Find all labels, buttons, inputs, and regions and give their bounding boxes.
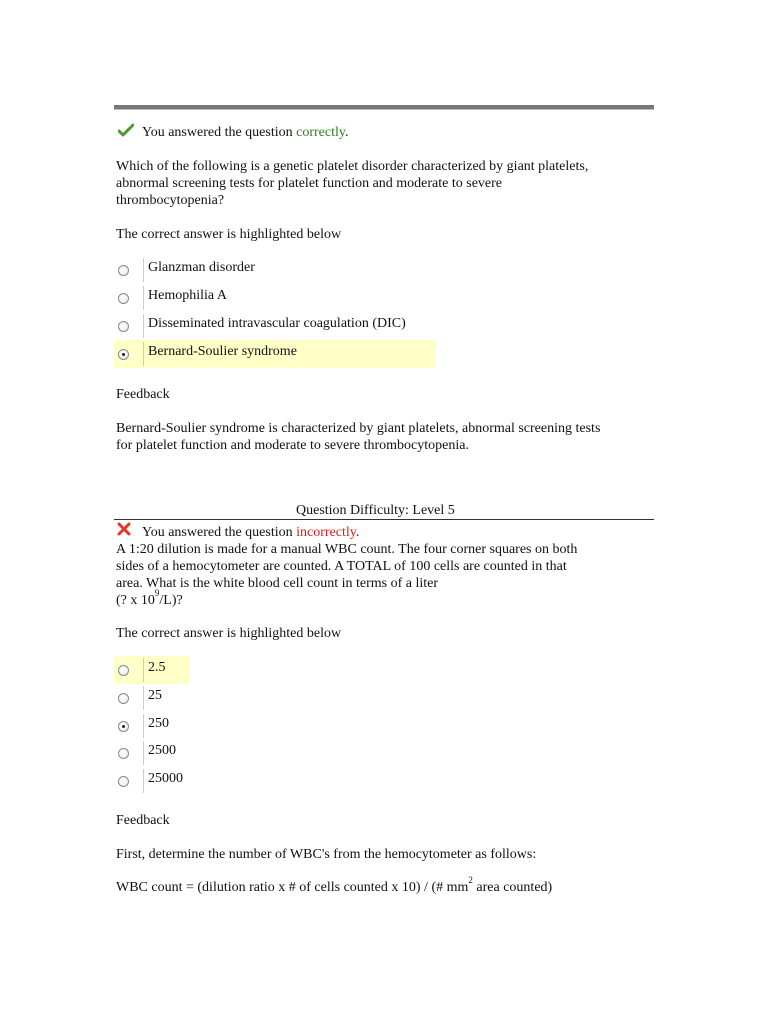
radio-button[interactable] bbox=[118, 693, 129, 704]
radio-button[interactable] bbox=[118, 265, 129, 276]
radio-button-selected[interactable] bbox=[118, 349, 129, 360]
q2-status-word: incorrectly bbox=[296, 525, 356, 540]
option-divider bbox=[143, 686, 144, 710]
q2-question-line-4: (? x $10^9/L$)? bbox=[116, 588, 183, 608]
q1-status: You answered the question correctly. bbox=[142, 125, 349, 140]
q1-question-line-3: thrombocytopenia? bbox=[116, 193, 225, 208]
option-divider bbox=[143, 741, 144, 765]
top-rule bbox=[114, 105, 654, 110]
q1-option-label: Glanzman disorder bbox=[148, 260, 255, 275]
q1-option-label: Bernard-Soulier syndrome bbox=[148, 344, 297, 359]
q2-option-3[interactable] bbox=[114, 739, 190, 767]
q2-option-label: 2.5 bbox=[148, 660, 166, 675]
q1-option-label: Hemophilia A bbox=[148, 288, 227, 303]
q1-feedback-label: Feedback bbox=[116, 387, 170, 402]
q2-option-2[interactable] bbox=[114, 712, 190, 740]
radio-button[interactable] bbox=[118, 321, 129, 332]
q1-option-3-highlighted[interactable] bbox=[114, 340, 436, 368]
radio-button[interactable] bbox=[118, 748, 129, 759]
q2-feedback-line-1: First, determine the number of WBC's from the hemocytometer as follows: bbox=[116, 847, 537, 862]
q1-question-line-1: Which of the following is a genetic platelet disorder characterized by giant platelets, bbox=[116, 159, 589, 174]
q2-status: You answered the question incorrectly. bbox=[142, 525, 360, 540]
radio-button-selected[interactable] bbox=[118, 721, 129, 732]
q2-correct-note: The correct answer is highlighted below bbox=[116, 626, 342, 641]
q2-option-label: 2500 bbox=[148, 743, 176, 758]
q1-status-word: correctly bbox=[296, 125, 345, 140]
option-divider bbox=[143, 258, 144, 282]
radio-button[interactable] bbox=[118, 293, 129, 304]
q1-feedback-line-1: Bernard-Soulier syndrome is characterized by giant platelets, abnormal screening tests bbox=[116, 421, 601, 436]
q2-question-line-1: A 1:20 dilution is made for a manual WBC count. The four corner squares on both bbox=[116, 542, 578, 557]
q2-difficulty: Question Difficulty: Level 5 bbox=[296, 503, 455, 518]
option-divider bbox=[143, 658, 144, 682]
q1-correct-note: The correct answer is highlighted below bbox=[116, 227, 342, 242]
q1-option-2[interactable] bbox=[114, 312, 436, 340]
q2-feedback-label: Feedback bbox=[116, 813, 170, 828]
radio-button[interactable] bbox=[118, 776, 129, 787]
q1-feedback-line-2: for platelet function and moderate to severe thrombocytopenia. bbox=[116, 438, 469, 453]
q1-option-label: Disseminated intravascular coagulation (DIC) bbox=[148, 316, 406, 331]
q2-option-1[interactable] bbox=[114, 684, 190, 712]
option-divider bbox=[143, 286, 144, 310]
q2-formula: WBC count = (dilution ratio x # of cells counted x 10) / (# $mm^2$ area counted) bbox=[116, 875, 553, 895]
q1-option-1[interactable] bbox=[114, 284, 436, 312]
radio-button[interactable] bbox=[118, 665, 129, 676]
option-divider bbox=[143, 342, 144, 366]
q2-option-0-highlighted[interactable] bbox=[114, 656, 190, 684]
q2-divider bbox=[114, 519, 654, 520]
q2-question-line-3: area. What is the white blood cell count in terms of a liter bbox=[116, 576, 439, 591]
cross-icon bbox=[117, 522, 131, 536]
q1-question-line-2: abnormal screening tests for platelet function and moderate to severe bbox=[116, 176, 503, 191]
q2-option-4[interactable] bbox=[114, 767, 190, 795]
option-divider bbox=[143, 714, 144, 738]
option-divider bbox=[143, 314, 144, 338]
q2-option-label: 250 bbox=[148, 716, 169, 731]
q2-question-line-2: sides of a hemocytometer are counted. A TOTAL of 100 cells are counted in that bbox=[116, 559, 567, 574]
checkmark-icon bbox=[118, 123, 134, 137]
option-divider bbox=[143, 769, 144, 793]
q1-option-0[interactable] bbox=[114, 256, 436, 284]
q2-option-label: 25 bbox=[148, 688, 162, 703]
q2-option-label: 25000 bbox=[148, 771, 183, 786]
